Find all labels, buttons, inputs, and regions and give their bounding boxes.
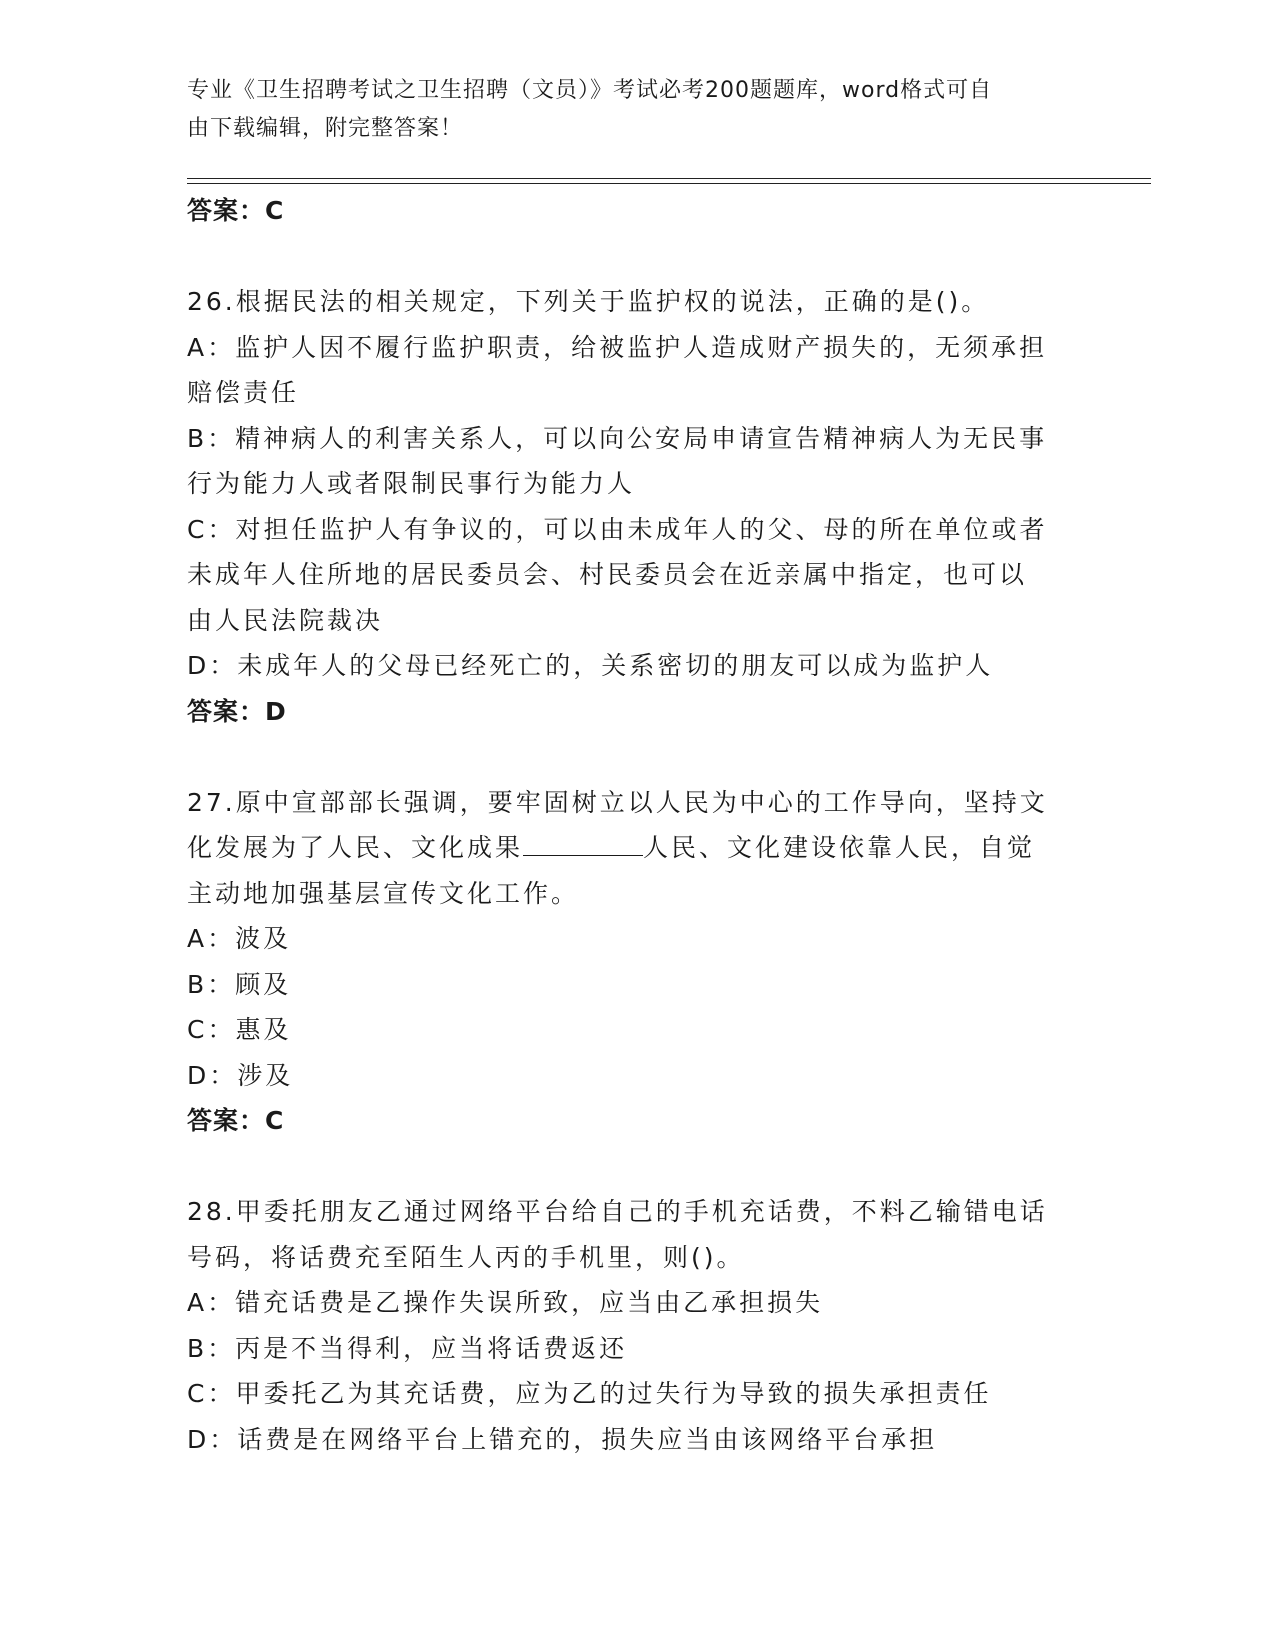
question-stem: 号码，将话费充至陌生人丙的手机里，则()。 <box>187 1242 745 1272</box>
option-text: 未成年人住所地的居民委员会、村民委员会在近亲属中指定，也可以 <box>187 560 1028 589</box>
question-26 <box>187 279 1087 734</box>
previous-answer: 答案：C <box>187 196 285 225</box>
option-c: C：惠及 <box>187 1015 292 1044</box>
question-28 <box>187 1189 1087 1462</box>
option-text: 行为能力人或者限制民事行为能力人 <box>187 469 636 498</box>
option-text: C：对担任监护人有争议的，可以由未成年人的父、母的所在单位或者 <box>187 514 1048 544</box>
fill-in-blank <box>523 831 643 856</box>
question-answer: 答案：C <box>187 1106 285 1135</box>
option-text: A：监护人因不履行监护职责，给被监护人造成财产损失的，无须承担 <box>187 332 1048 362</box>
option-c: C：甲委托乙为其充话费，应为乙的过失行为导致的损失承担责任 <box>187 1379 992 1408</box>
option-text: 赔偿责任 <box>187 378 300 407</box>
option-d: D：话费是在网络平台上错充的，损失应当由该网络平台承担 <box>187 1424 938 1454</box>
document-header <box>187 72 1067 148</box>
spacer <box>187 234 1087 280</box>
question-stem: 26.根据民法的相关规定，下列关于监护权的说法，正确的是()。 <box>187 287 990 316</box>
option-b <box>187 416 1087 507</box>
option-b: B：丙是不当得利，应当将话费返还 <box>187 1333 628 1363</box>
option-d: D：涉及 <box>187 1060 294 1090</box>
option-d <box>187 643 1087 689</box>
option-text: D：未成年人的父母已经死亡的，关系密切的朋友可以成为监护人 <box>187 651 994 680</box>
option-a <box>187 325 1087 416</box>
option-text: 由人民法院裁决 <box>187 605 384 635</box>
document-body <box>187 188 1087 1462</box>
header-divider-bottom <box>187 183 1151 184</box>
spacer <box>187 734 1087 780</box>
stem-text: 人民、文化建设依靠人民，自觉 <box>643 833 1036 862</box>
option-a: A：波及 <box>187 924 292 953</box>
question-stem <box>187 825 1087 871</box>
question-stem: 28.甲委托朋友乙通过网络平台给自己的手机充话费，不料乙输错电话 <box>187 1197 1048 1226</box>
stem-text: 化发展为了人民、文化成果 <box>187 833 524 862</box>
header-line-2: 由下载编辑，附完整答案！ <box>187 116 464 141</box>
header-divider-top <box>187 178 1151 179</box>
question-stem: 主动地加强基层宣传文化工作。 <box>187 878 580 908</box>
question-stem: 27.原中宣部部长强调，要牢固树立以人民为中心的工作导向，坚持文 <box>187 787 1048 817</box>
option-text: B：精神病人的利害关系人，可以向公安局申请宣告精神病人为无民事 <box>187 423 1048 453</box>
question-answer: 答案：D <box>187 696 287 726</box>
spacer <box>187 1144 1087 1190</box>
option-b: B：顾及 <box>187 969 292 999</box>
option-c <box>187 507 1087 644</box>
header-line-1: 专业《卫生招聘考试之卫生招聘（文员）》考试必考200题题库，word格式可自 <box>187 78 993 103</box>
option-a: A：错充话费是乙操作失误所致，应当由乙承担损失 <box>187 1288 824 1317</box>
question-27 <box>187 780 1087 1144</box>
